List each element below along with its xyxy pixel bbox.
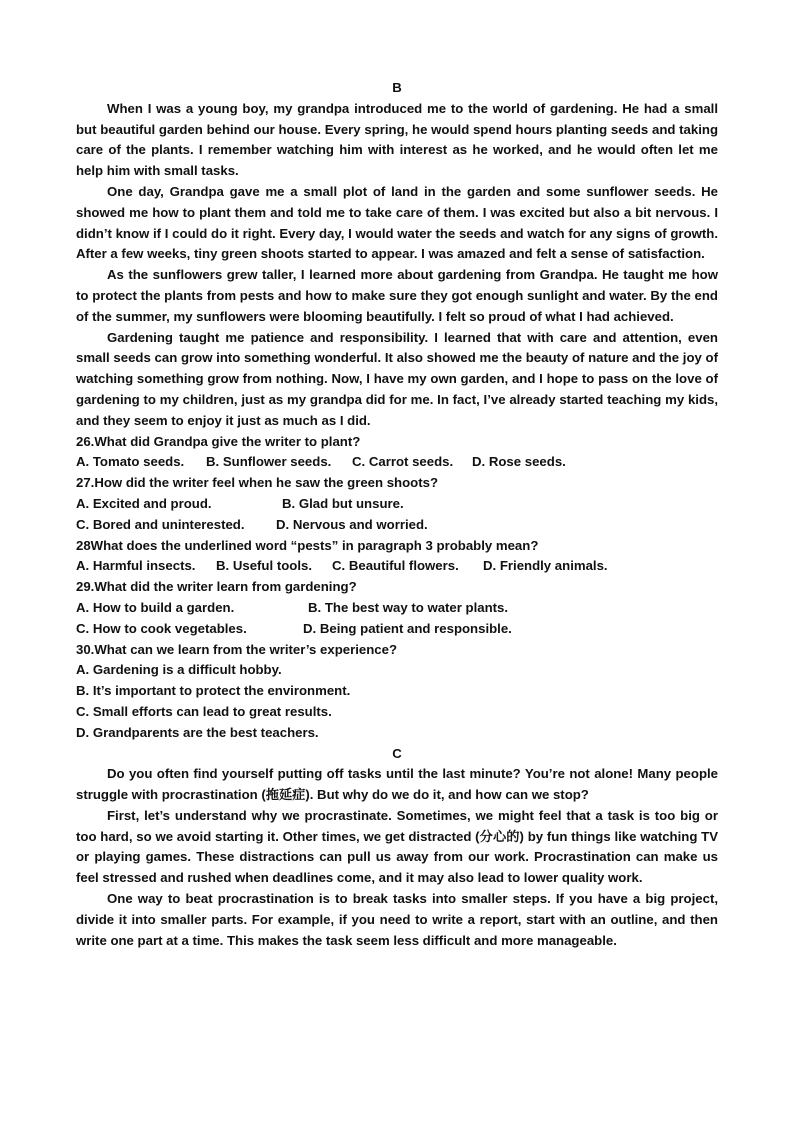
question-26-option-b: B. Sunflower seeds. bbox=[206, 454, 332, 470]
question-30-option-b: B. It’s important to protect the environment. bbox=[76, 683, 351, 699]
question-29-option-a: A. How to build a garden. bbox=[76, 599, 235, 615]
question-27-option-b: B. Glad but unsure. bbox=[282, 495, 404, 511]
passage-c-paragraph-3: One way to beat procrastination is to break tasks into smaller steps. If you have a big project, divide it into smaller parts. For example, if you need to write a report, start with an outline, and then write one part at a time. This makes the task seem less difficult and more manageable. bbox=[76, 891, 718, 948]
passage-b-paragraph-1: When I was a young boy, my grandpa introduced me to the world of gardening. He had a small but beautiful garden behind our house. Every spring, he would spend hours planting seeds and taking care of the plants. I remember watching him with interest as he worked, and he would often let me help him with small tasks. bbox=[76, 100, 718, 179]
question-26-option-c: C. Carrot seeds. bbox=[352, 454, 454, 470]
passage-b-paragraph-2: One day, Grandpa gave me a small plot of land in the garden and some sunflower seeds. He showed me how to plant them and told me to take care of them. I was excited but also a bit nervous. I didn’t know if I could do it right. Every day, I would water the seeds and watch for any signs of growth. After a few weeks, tiny green shoots started to appear. I was amazed and felt a sense of satisfaction. bbox=[76, 183, 718, 262]
passage-b-paragraph-3: As the sunflowers grew taller, I learned more about gardening from Grandpa. He taught me how to protect the plants from pests and how to make sure they got enough sunlight and water. By the end of the summer, my sunflowers were blooming beautifully. I felt so proud of what I had achieved. bbox=[76, 267, 718, 324]
question-30-option-a: A. Gardening is a difficult hobby. bbox=[76, 662, 282, 678]
question-28-option-c: C. Beautiful flowers. bbox=[332, 558, 459, 574]
question-28-option-b: B. Useful tools. bbox=[216, 558, 312, 574]
section-b-heading: B bbox=[392, 80, 402, 95]
question-26-options bbox=[76, 452, 718, 473]
question-29-option-c: C. How to cook vegetables. bbox=[76, 620, 247, 636]
passage-b-paragraph-4: Gardening taught me patience and responsibility. I learned that with care and attention, even small seeds can grow into something wonderful. It also showed me the beauty of nature and the joy of watching something grow from nothing. Now, I have my own garden, and I hope to pass on the love of gardening to my children, just as my grandpa did for me. In fact, I’ve already started teaching my kids, and they seem to enjoy it just as much as I did. bbox=[76, 329, 718, 428]
question-30-option-c: C. Small efforts can lead to great results. bbox=[76, 703, 332, 719]
passage-c-paragraph-1: Do you often find yourself putting off tasks until the last minute? You’re not alone! Many people struggle with procrastination (拖延症). But why do we do it, and how can we stop? bbox=[76, 766, 718, 803]
question-29-options-row-2 bbox=[76, 619, 718, 640]
exam-page bbox=[76, 78, 718, 951]
passage-c-paragraph-2: First, let’s understand why we procrastinate. Sometimes, we might feel that a task is too big or too hard, so we avoid starting it. Other times, we get distracted (分心的) by fun things like watching TV or playing games. These distractions can pull us away from our work. Procrastination can make us feel stressed and rushed when deadlines come, and it may also lead to lower quality work. bbox=[76, 807, 718, 886]
question-27-options-row-1 bbox=[76, 494, 718, 515]
question-28-stem: 28What does the underlined word “pests” in paragraph 3 probably mean? bbox=[76, 537, 539, 553]
question-27-option-c: C. Bored and uninterested. bbox=[76, 516, 245, 532]
question-28-option-a: A. Harmful insects. bbox=[76, 558, 196, 574]
question-26-option-a: A. Tomato seeds. bbox=[76, 454, 185, 470]
question-26-option-d: D. Rose seeds. bbox=[472, 454, 566, 470]
question-27-options-row-2 bbox=[76, 515, 718, 536]
question-26-stem: 26.What did Grandpa give the writer to plant? bbox=[76, 433, 361, 449]
question-30-option-d: D. Grandparents are the best teachers. bbox=[76, 724, 319, 740]
question-27-option-a: A. Excited and proud. bbox=[76, 495, 212, 511]
question-28-options bbox=[76, 556, 718, 577]
question-28-option-d: D. Friendly animals. bbox=[483, 558, 608, 574]
question-27-stem: 27.How did the writer feel when he saw the green shoots? bbox=[76, 475, 438, 491]
question-29-options-row-1 bbox=[76, 598, 718, 619]
question-29-option-b: B. The best way to water plants. bbox=[308, 599, 509, 615]
question-30-stem: 30.What can we learn from the writer’s experience? bbox=[76, 641, 398, 657]
question-29-stem: 29.What did the writer learn from gardening? bbox=[76, 579, 357, 595]
section-c-heading: C bbox=[392, 745, 402, 761]
question-29-option-d: D. Being patient and responsible. bbox=[303, 620, 512, 636]
question-27-option-d: D. Nervous and worried. bbox=[276, 516, 428, 532]
